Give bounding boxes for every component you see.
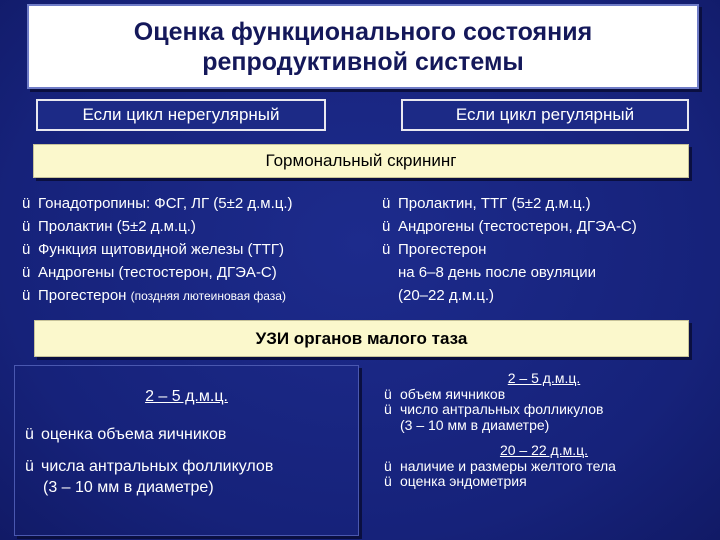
list-item [384, 474, 704, 490]
check-icon: ü [22, 287, 31, 304]
list-item-text: Прогестерон [398, 241, 487, 258]
list-item-text: Андрогены (тестостерон, ДГЭА-С) [38, 264, 277, 281]
list-item [384, 387, 704, 403]
title-box [27, 4, 699, 89]
list-item-continuation [382, 284, 637, 307]
hormonal-screening-bar: Гормональный скрининг [33, 144, 689, 178]
list-item [384, 402, 704, 418]
list-item-text: число антральных фолликулов [400, 401, 604, 417]
list-item [382, 192, 637, 215]
check-icon: ü [384, 473, 392, 489]
check-icon: ü [384, 385, 392, 402]
list-item-text: (20–22 д.м.ц.) [398, 287, 495, 304]
check-icon: ü [22, 218, 31, 235]
phase-header: 2 – 5 д.м.ц. [145, 388, 228, 405]
list-item [25, 458, 273, 476]
list-item-text: Гонадотропины: ФСГ, ЛГ (5±2 д.м.ц.) [38, 195, 293, 212]
list-item [384, 459, 704, 475]
check-icon: ü [22, 195, 31, 212]
list-item-text: Функция щитовидной железы (ТТГ) [38, 241, 284, 258]
regular-cycle-box: Если цикл регулярный [401, 99, 689, 131]
list-item-continuation: (3 – 10 мм в диаметре) [43, 479, 214, 496]
list-item-text: Андрогены (тестостерон, ДГЭА-С) [398, 218, 637, 235]
list-item-text: объем яичников [400, 385, 506, 402]
list-item [382, 238, 637, 261]
list-item [22, 284, 293, 308]
check-icon: ü [384, 457, 392, 474]
check-icon: ü [382, 195, 391, 212]
list-item [22, 215, 293, 238]
title-line-2: репродуктивной системы [202, 47, 524, 76]
check-icon: ü [25, 458, 34, 475]
list-item-continuation: (3 – 10 мм в диаметре) [400, 416, 550, 433]
irregular-cycle-box: Если цикл нерегулярный [36, 99, 326, 131]
list-item [22, 261, 293, 284]
list-item-text: Пролактин, ТТГ (5±2 д.м.ц.) [398, 195, 591, 212]
phase-header: 20 – 22 д.м.ц. [499, 442, 589, 458]
list-item-text: оценка объема яичников [41, 426, 227, 443]
ultrasound-irregular-box [14, 365, 359, 536]
list-item-text: оценка эндометрия [400, 473, 527, 489]
title-line-1: Оценка функционального состояния [133, 17, 593, 46]
list-item-continuation [382, 261, 637, 284]
check-icon: ü [25, 426, 34, 443]
check-icon: ü [382, 241, 391, 258]
ultrasound-bar: УЗИ органов малого таза [34, 320, 689, 357]
list-item [382, 215, 637, 238]
ultrasound-regular-block [384, 371, 704, 490]
check-icon: ü [382, 218, 391, 235]
check-icon: ü [22, 264, 31, 281]
list-item-text: числа антральных фолликулов [41, 458, 274, 475]
list-item-text: наличие и размеры желтого тела [400, 457, 616, 474]
list-item [22, 192, 293, 215]
list-item-text: Пролактин (5±2 д.м.ц.) [38, 218, 196, 235]
list-item-text: на 6–8 день после овуляции [398, 264, 596, 281]
regular-hormone-list [382, 192, 637, 307]
list-item-text: Прогестерон [38, 287, 127, 304]
check-icon: ü [22, 241, 31, 258]
phase-header: 2 – 5 д.м.ц. [507, 370, 581, 386]
list-item-note: (поздняя лютеиновая фаза) [130, 289, 286, 303]
list-item [25, 426, 226, 444]
irregular-hormone-list [22, 192, 293, 308]
check-icon: ü [384, 401, 392, 417]
list-item [22, 238, 293, 261]
